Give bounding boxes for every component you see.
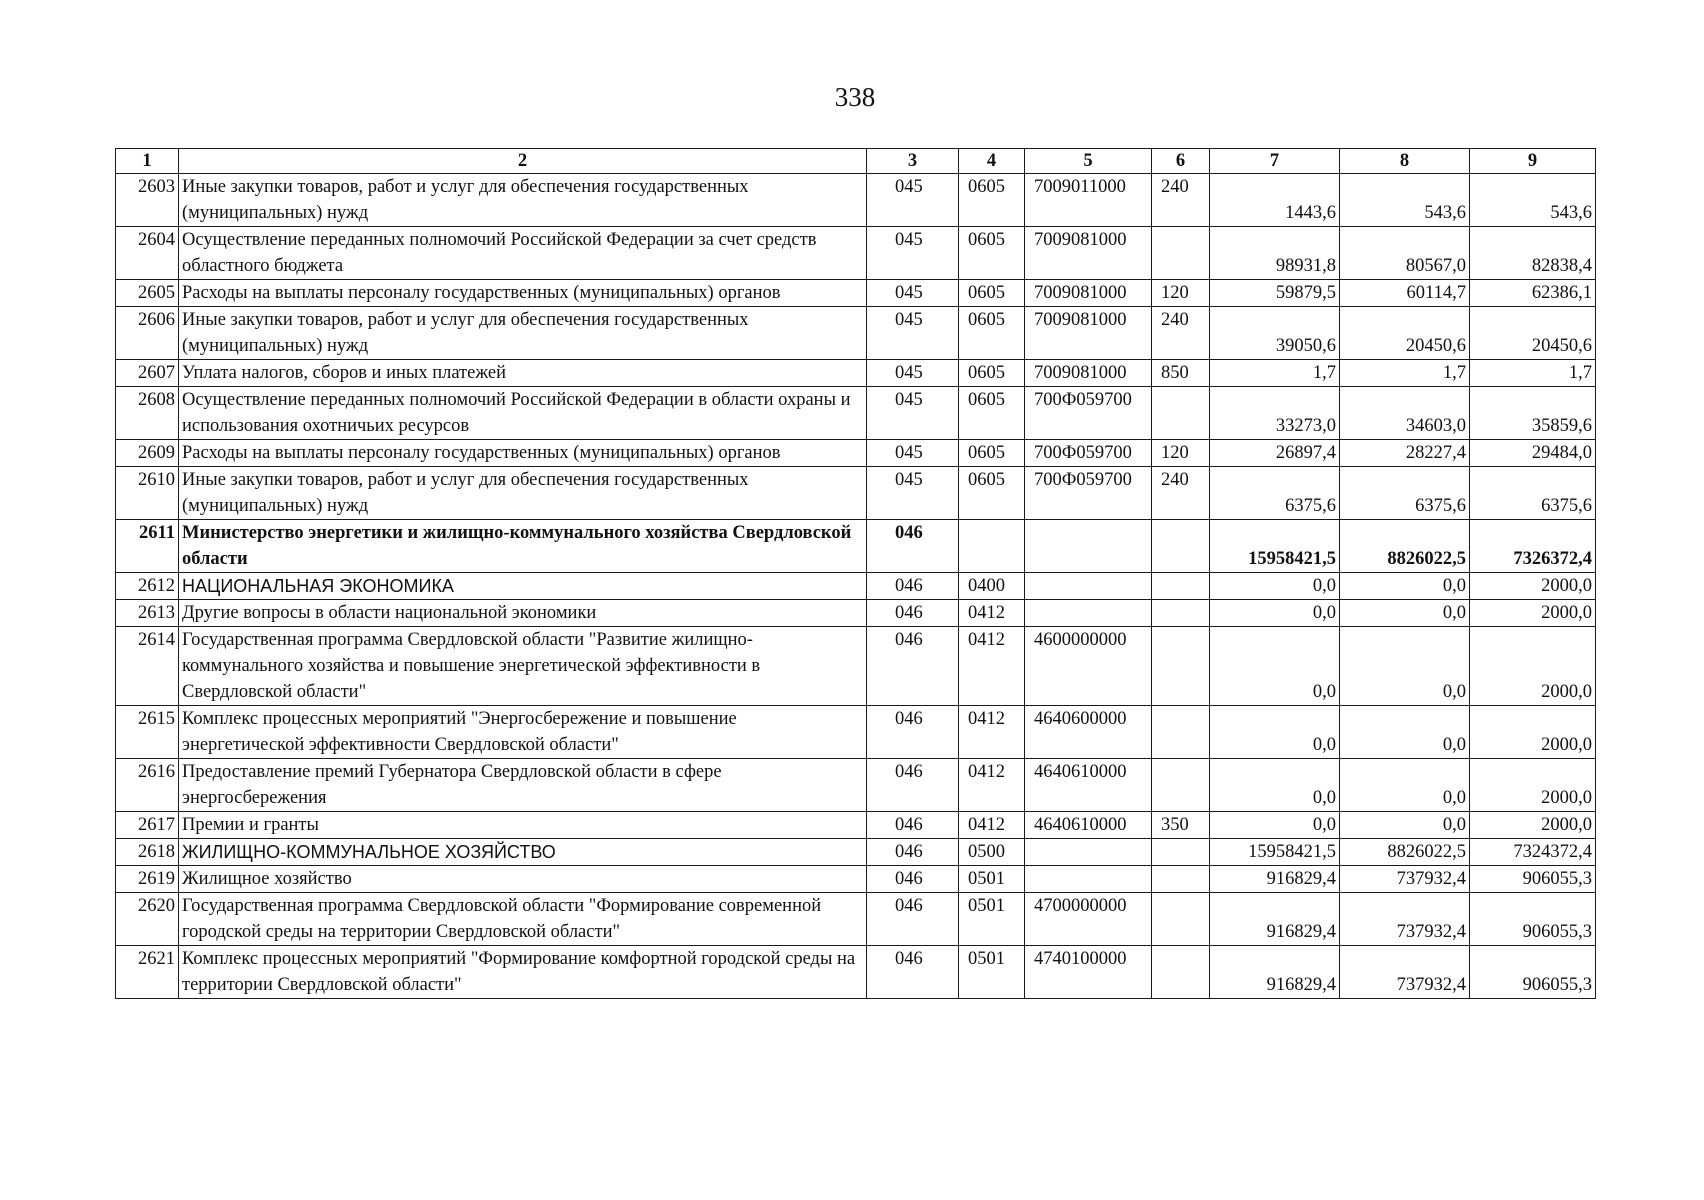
header-cell: 3 — [867, 149, 959, 174]
section-code-cell: 0412 — [959, 706, 1025, 759]
target-article-cell: 4640610000 — [1025, 812, 1152, 839]
section-code-cell: 0501 — [959, 893, 1025, 946]
amount-year1-cell: 916829,4 — [1210, 893, 1340, 946]
expense-type-cell — [1152, 839, 1210, 866]
expense-type-cell — [1152, 866, 1210, 893]
target-article-cell: 700Ф059700 — [1025, 440, 1152, 467]
row-name-cell: Уплата налогов, сборов и иных платежей — [179, 360, 867, 387]
row-number-cell: 2606 — [116, 307, 179, 360]
expense-type-cell: 240 — [1152, 307, 1210, 360]
table-row — [116, 307, 1596, 360]
table-body — [116, 174, 1596, 999]
table-row — [116, 627, 1596, 706]
amount-year1-cell: 33273,0 — [1210, 387, 1340, 440]
amount-year1-cell: 0,0 — [1210, 573, 1340, 600]
ministry-code-cell: 045 — [867, 174, 959, 227]
row-number-cell: 2612 — [116, 573, 179, 600]
expense-type-cell: 850 — [1152, 360, 1210, 387]
amount-year1-cell: 59879,5 — [1210, 280, 1340, 307]
expense-type-cell — [1152, 387, 1210, 440]
amount-year2-cell: 0,0 — [1340, 706, 1470, 759]
section-code-cell: 0400 — [959, 573, 1025, 600]
row-number-cell: 2618 — [116, 839, 179, 866]
amount-year3-cell: 2000,0 — [1470, 706, 1596, 759]
amount-year3-cell: 906055,3 — [1470, 893, 1596, 946]
section-code-cell: 0605 — [959, 440, 1025, 467]
amount-year2-cell: 737932,4 — [1340, 946, 1470, 999]
table-row — [116, 520, 1596, 573]
section-code-cell: 0412 — [959, 600, 1025, 627]
row-name-cell: Расходы на выплаты персоналу государственных (муниципальных) органов — [179, 280, 867, 307]
expense-type-cell — [1152, 946, 1210, 999]
header-cell: 1 — [116, 149, 179, 174]
ministry-code-cell: 046 — [867, 573, 959, 600]
section-code-cell: 0412 — [959, 759, 1025, 812]
expense-type-cell: 240 — [1152, 174, 1210, 227]
section-code-cell: 0605 — [959, 280, 1025, 307]
table-row — [116, 893, 1596, 946]
amount-year3-cell: 2000,0 — [1470, 759, 1596, 812]
row-number-cell: 2615 — [116, 706, 179, 759]
header-cell: 9 — [1470, 149, 1596, 174]
row-name-cell: ЖИЛИЩНО-КОММУНАЛЬНОЕ ХОЗЯЙСТВО — [179, 839, 867, 866]
amount-year3-cell: 2000,0 — [1470, 573, 1596, 600]
amount-year1-cell: 15958421,5 — [1210, 520, 1340, 573]
amount-year3-cell: 29484,0 — [1470, 440, 1596, 467]
table-row — [116, 440, 1596, 467]
amount-year2-cell: 28227,4 — [1340, 440, 1470, 467]
amount-year3-cell: 7324372,4 — [1470, 839, 1596, 866]
row-number-cell: 2611 — [116, 520, 179, 573]
row-number-cell: 2607 — [116, 360, 179, 387]
amount-year2-cell: 737932,4 — [1340, 866, 1470, 893]
row-name-cell: Осуществление переданных полномочий Российской Федерации в области охраны и использования охотничьих ресурсов — [179, 387, 867, 440]
table-row — [116, 812, 1596, 839]
ministry-code-cell: 045 — [867, 307, 959, 360]
header-row — [116, 149, 1596, 174]
row-name-cell: Иные закупки товаров, работ и услуг для обеспечения государственных (муниципальных) нужд — [179, 467, 867, 520]
section-code-cell: 0605 — [959, 387, 1025, 440]
ministry-code-cell: 046 — [867, 600, 959, 627]
amount-year2-cell: 0,0 — [1340, 573, 1470, 600]
row-number-cell: 2614 — [116, 627, 179, 706]
expense-type-cell: 120 — [1152, 280, 1210, 307]
ministry-code-cell: 046 — [867, 839, 959, 866]
target-article-cell — [1025, 520, 1152, 573]
ministry-code-cell: 045 — [867, 387, 959, 440]
row-name-cell: НАЦИОНАЛЬНАЯ ЭКОНОМИКА — [179, 573, 867, 600]
header-cell: 2 — [179, 149, 867, 174]
row-name-cell: Жилищное хозяйство — [179, 866, 867, 893]
expense-type-cell: 350 — [1152, 812, 1210, 839]
amount-year2-cell: 0,0 — [1340, 600, 1470, 627]
row-name-cell: Другие вопросы в области национальной экономики — [179, 600, 867, 627]
row-name-cell: Расходы на выплаты персоналу государственных (муниципальных) органов — [179, 440, 867, 467]
header-cell: 5 — [1025, 149, 1152, 174]
ministry-code-cell: 046 — [867, 627, 959, 706]
section-code-cell — [959, 520, 1025, 573]
amount-year3-cell: 82838,4 — [1470, 227, 1596, 280]
row-number-cell: 2613 — [116, 600, 179, 627]
section-code-cell: 0500 — [959, 839, 1025, 866]
target-article-cell: 700Ф059700 — [1025, 467, 1152, 520]
row-number-cell: 2604 — [116, 227, 179, 280]
amount-year3-cell: 906055,3 — [1470, 866, 1596, 893]
table-row — [116, 360, 1596, 387]
page-number: 338 — [834, 82, 876, 112]
amount-year3-cell: 2000,0 — [1470, 600, 1596, 627]
amount-year3-cell: 2000,0 — [1470, 812, 1596, 839]
target-article-cell: 700Ф059700 — [1025, 387, 1152, 440]
row-name-cell: Предоставление премий Губернатора Свердловской области в сфере энергосбережения — [179, 759, 867, 812]
target-article-cell — [1025, 866, 1152, 893]
section-code-cell: 0605 — [959, 307, 1025, 360]
row-name-cell: Иные закупки товаров, работ и услуг для обеспечения государственных (муниципальных) нужд — [179, 174, 867, 227]
ministry-code-cell: 045 — [867, 227, 959, 280]
section-code-cell: 0412 — [959, 627, 1025, 706]
ministry-code-cell: 046 — [867, 893, 959, 946]
table-row — [116, 839, 1596, 866]
amount-year3-cell: 20450,6 — [1470, 307, 1596, 360]
amount-year1-cell: 98931,8 — [1210, 227, 1340, 280]
amount-year1-cell: 0,0 — [1210, 759, 1340, 812]
target-article-cell: 7009081000 — [1025, 227, 1152, 280]
amount-year1-cell: 39050,6 — [1210, 307, 1340, 360]
amount-year1-cell: 1,7 — [1210, 360, 1340, 387]
amount-year2-cell: 737932,4 — [1340, 893, 1470, 946]
target-article-cell: 4740100000 — [1025, 946, 1152, 999]
expense-type-cell — [1152, 573, 1210, 600]
amount-year3-cell: 906055,3 — [1470, 946, 1596, 999]
target-article-cell: 7009081000 — [1025, 307, 1152, 360]
amount-year2-cell: 80567,0 — [1340, 227, 1470, 280]
section-code-cell: 0605 — [959, 467, 1025, 520]
section-code-cell: 0501 — [959, 866, 1025, 893]
row-number-cell: 2603 — [116, 174, 179, 227]
amount-year1-cell: 0,0 — [1210, 600, 1340, 627]
amount-year2-cell: 60114,7 — [1340, 280, 1470, 307]
amount-year1-cell: 0,0 — [1210, 706, 1340, 759]
target-article-cell: 7009011000 — [1025, 174, 1152, 227]
row-number-cell: 2621 — [116, 946, 179, 999]
table-row — [116, 706, 1596, 759]
table-row — [116, 467, 1596, 520]
target-article-cell: 7009081000 — [1025, 280, 1152, 307]
target-article-cell: 4600000000 — [1025, 627, 1152, 706]
ministry-code-cell: 046 — [867, 759, 959, 812]
ministry-code-cell: 046 — [867, 946, 959, 999]
amount-year3-cell: 1,7 — [1470, 360, 1596, 387]
amount-year3-cell: 35859,6 — [1470, 387, 1596, 440]
amount-year1-cell: 26897,4 — [1210, 440, 1340, 467]
row-name-cell: Министерство энергетики и жилищно-коммунального хозяйства Свердловской области — [179, 520, 867, 573]
target-article-cell — [1025, 600, 1152, 627]
expense-type-cell — [1152, 227, 1210, 280]
amount-year1-cell: 0,0 — [1210, 812, 1340, 839]
section-code-cell: 0605 — [959, 174, 1025, 227]
amount-year2-cell: 20450,6 — [1340, 307, 1470, 360]
amount-year3-cell: 62386,1 — [1470, 280, 1596, 307]
amount-year2-cell: 8826022,5 — [1340, 520, 1470, 573]
row-name-cell: Осуществление переданных полномочий Российской Федерации за счет средств областного бюджета — [179, 227, 867, 280]
row-number-cell: 2605 — [116, 280, 179, 307]
amount-year1-cell: 6375,6 — [1210, 467, 1340, 520]
expense-type-cell — [1152, 627, 1210, 706]
table-row — [116, 866, 1596, 893]
target-article-cell: 4700000000 — [1025, 893, 1152, 946]
expense-type-cell — [1152, 759, 1210, 812]
amount-year2-cell: 0,0 — [1340, 812, 1470, 839]
section-code-cell: 0605 — [959, 227, 1025, 280]
expense-type-cell — [1152, 600, 1210, 627]
table-row — [116, 759, 1596, 812]
amount-year3-cell: 2000,0 — [1470, 627, 1596, 706]
expense-type-cell — [1152, 520, 1210, 573]
row-number-cell: 2608 — [116, 387, 179, 440]
amount-year2-cell: 1,7 — [1340, 360, 1470, 387]
ministry-code-cell: 046 — [867, 706, 959, 759]
budget-table — [115, 148, 1596, 999]
ministry-code-cell: 045 — [867, 467, 959, 520]
header-cell: 7 — [1210, 149, 1340, 174]
expense-type-cell: 240 — [1152, 467, 1210, 520]
expense-type-cell: 120 — [1152, 440, 1210, 467]
ministry-code-cell: 045 — [867, 440, 959, 467]
target-article-cell — [1025, 839, 1152, 866]
amount-year1-cell: 15958421,5 — [1210, 839, 1340, 866]
ministry-code-cell: 046 — [867, 520, 959, 573]
amount-year2-cell: 0,0 — [1340, 759, 1470, 812]
amount-year3-cell: 6375,6 — [1470, 467, 1596, 520]
amount-year1-cell: 0,0 — [1210, 627, 1340, 706]
row-name-cell: Государственная программа Свердловской области "Формирование современной городской среды на территории Свердловской области" — [179, 893, 867, 946]
table-row — [116, 573, 1596, 600]
amount-year2-cell: 8826022,5 — [1340, 839, 1470, 866]
row-number-cell: 2620 — [116, 893, 179, 946]
target-article-cell: 4640600000 — [1025, 706, 1152, 759]
table-row — [116, 946, 1596, 999]
section-code-cell: 0605 — [959, 360, 1025, 387]
table-row — [116, 600, 1596, 627]
row-number-cell: 2610 — [116, 467, 179, 520]
ministry-code-cell: 045 — [867, 280, 959, 307]
amount-year2-cell: 543,6 — [1340, 174, 1470, 227]
row-name-cell: Комплекс процессных мероприятий "Формирование комфортной городской среды на территории Свердловской области" — [179, 946, 867, 999]
amount-year2-cell: 34603,0 — [1340, 387, 1470, 440]
target-article-cell: 4640610000 — [1025, 759, 1152, 812]
ministry-code-cell: 045 — [867, 360, 959, 387]
amount-year3-cell: 543,6 — [1470, 174, 1596, 227]
row-name-cell: Премии и гранты — [179, 812, 867, 839]
row-number-cell: 2619 — [116, 866, 179, 893]
target-article-cell: 7009081000 — [1025, 360, 1152, 387]
row-name-cell: Государственная программа Свердловской области "Развитие жилищно-коммунального хозяйства и повышение энергетической эффективности в Свердловской области" — [179, 627, 867, 706]
expense-type-cell — [1152, 893, 1210, 946]
header-cell: 4 — [959, 149, 1025, 174]
table-row — [116, 227, 1596, 280]
row-number-cell: 2617 — [116, 812, 179, 839]
row-number-cell: 2616 — [116, 759, 179, 812]
ministry-code-cell: 046 — [867, 812, 959, 839]
amount-year1-cell: 1443,6 — [1210, 174, 1340, 227]
ministry-code-cell: 046 — [867, 866, 959, 893]
amount-year2-cell: 0,0 — [1340, 627, 1470, 706]
expense-type-cell — [1152, 706, 1210, 759]
amount-year1-cell: 916829,4 — [1210, 946, 1340, 999]
amount-year2-cell: 6375,6 — [1340, 467, 1470, 520]
header-cell: 8 — [1340, 149, 1470, 174]
table-row — [116, 387, 1596, 440]
amount-year3-cell: 7326372,4 — [1470, 520, 1596, 573]
row-name-cell: Комплекс процессных мероприятий "Энергосбережение и повышение энергетической эффективности Свердловской области" — [179, 706, 867, 759]
header-cell: 6 — [1152, 149, 1210, 174]
row-name-cell: Иные закупки товаров, работ и услуг для обеспечения государственных (муниципальных) нужд — [179, 307, 867, 360]
amount-year1-cell: 916829,4 — [1210, 866, 1340, 893]
table-row — [116, 280, 1596, 307]
table-row — [116, 174, 1596, 227]
section-code-cell: 0501 — [959, 946, 1025, 999]
section-code-cell: 0412 — [959, 812, 1025, 839]
row-number-cell: 2609 — [116, 440, 179, 467]
target-article-cell — [1025, 573, 1152, 600]
